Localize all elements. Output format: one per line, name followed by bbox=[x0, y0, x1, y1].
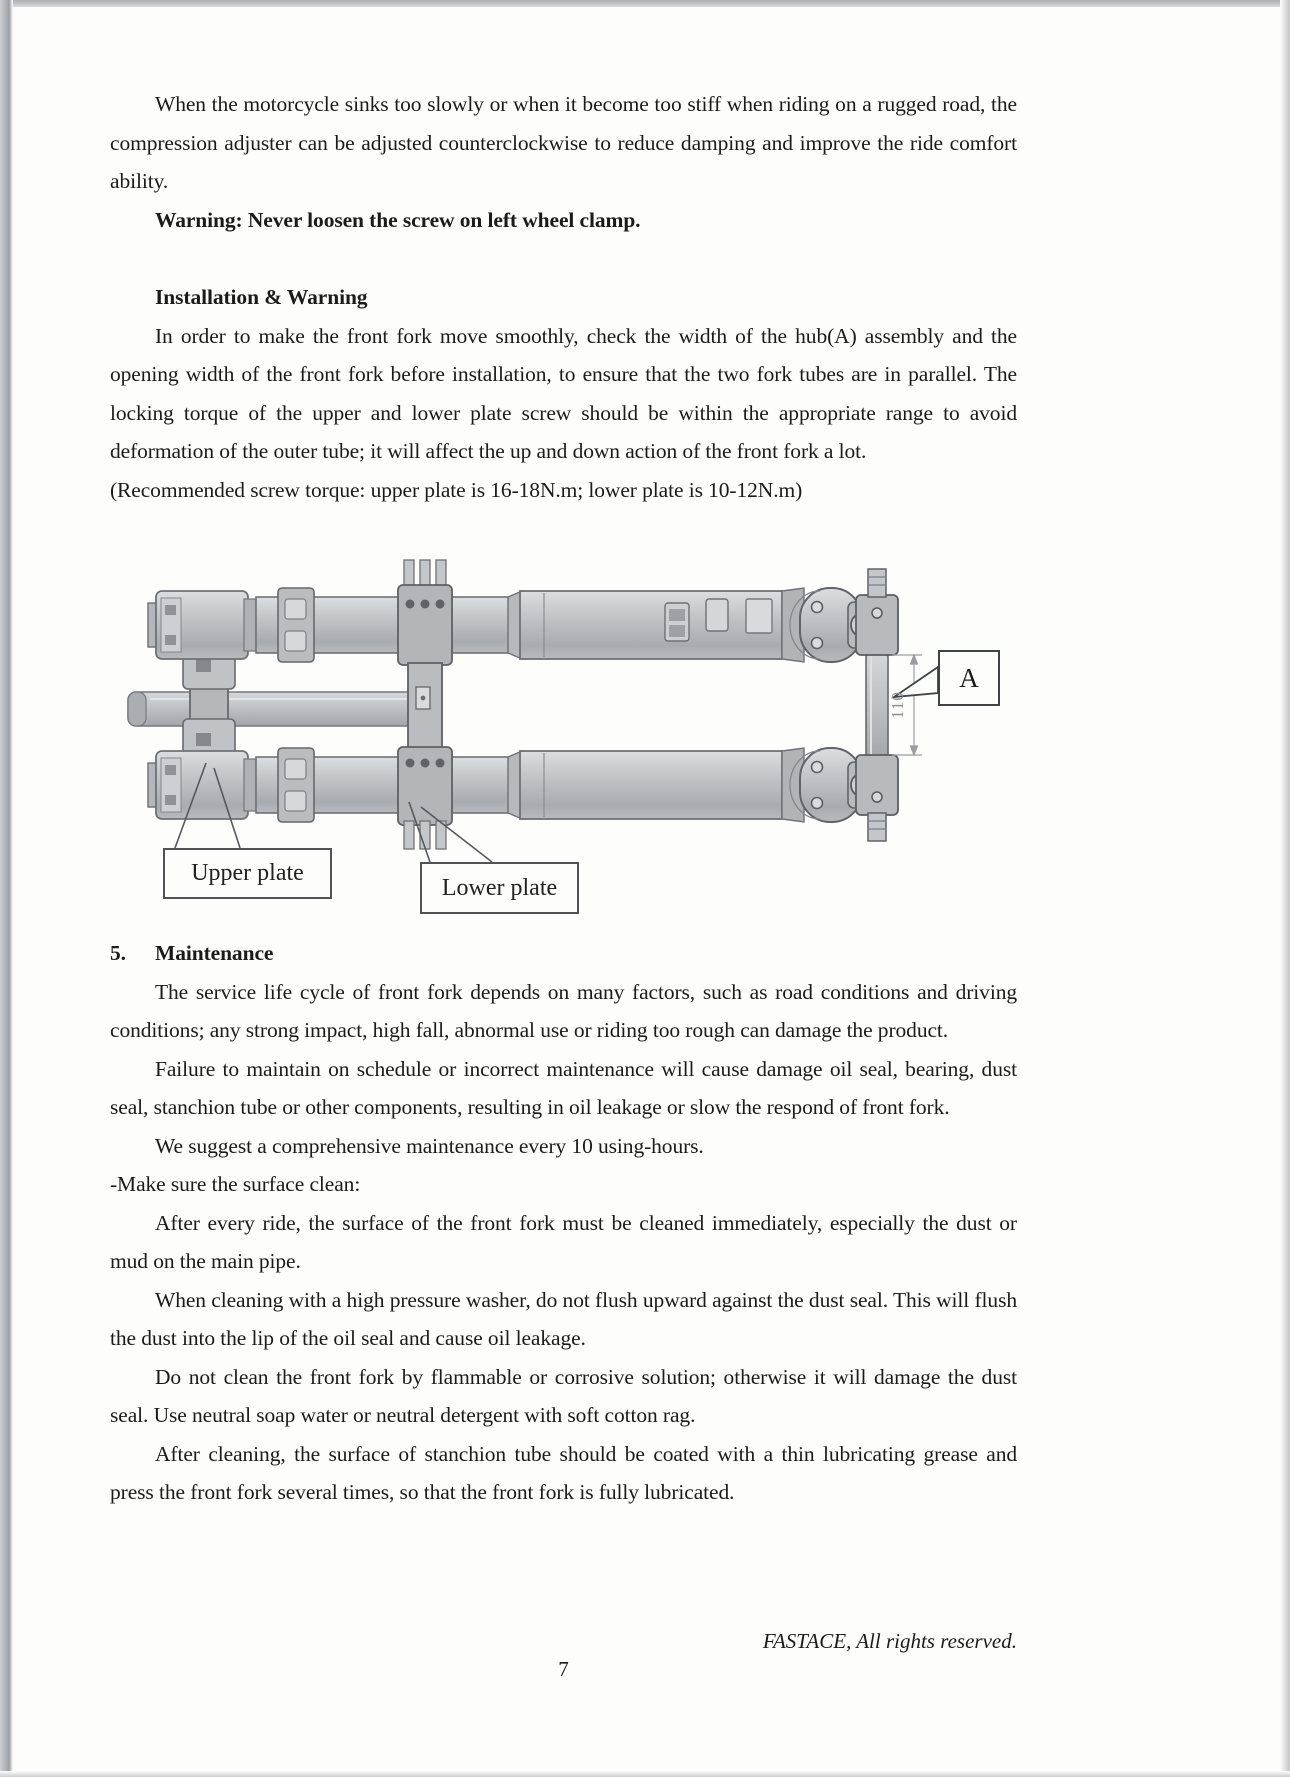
maintenance-paragraph: After cleaning, the surface of stanchion tube should be coated with a thin lubricating grease and press the front fork several times, so that the front fork is fully lubricated. bbox=[110, 1441, 1017, 1504]
maintenance-paragraph: Failure to maintain on schedule or incorrect maintenance will cause damage oil seal, bearing, dust seal, stanchion tube or other components, resulting in oil leakage or slow the respond of front fork. bbox=[110, 1056, 1017, 1119]
maintenance-paragraph: Do not clean the front fork by flammable or corrosive solution; otherwise it will damage the dust seal. Use neutral soap water or neutral detergent with soft cotton rag. bbox=[110, 1364, 1017, 1427]
footer-copyright: FASTACE, All rights reserved. bbox=[762, 1629, 1017, 1653]
page-edge-bottom bbox=[0, 1771, 1290, 1777]
section-number: 5. bbox=[110, 941, 126, 965]
maintenance-paragraph: -Make sure the surface clean: bbox=[110, 1172, 361, 1196]
intro-section bbox=[110, 85, 1017, 239]
maintenance-paragraph: When cleaning with a high pressure washer, do not flush upward against the dust seal. This will flush the dust into the lip of the oil seal and cause oil leakage. bbox=[110, 1287, 1017, 1350]
section-title: Maintenance bbox=[155, 941, 274, 965]
upper-plate-clamp bbox=[183, 649, 235, 759]
page-edge-left bbox=[0, 0, 13, 1777]
maintenance-section-heading bbox=[110, 934, 1017, 973]
page-number: 7 bbox=[558, 1657, 569, 1681]
lower-plate-label: Lower plate bbox=[420, 862, 579, 914]
warning-note: Warning: Never loosen the screw on left wheel clamp. bbox=[155, 207, 641, 232]
bottom-fork-leg bbox=[148, 748, 878, 822]
dimension-110-label: 110 bbox=[888, 691, 907, 719]
maintenance-section bbox=[110, 934, 1017, 1512]
maintenance-paragraph: After every ride, the surface of the front fork must be cleaned immediately, especially the dust or mud on the main pipe. bbox=[110, 1210, 1017, 1273]
maintenance-paragraph: We suggest a comprehensive maintenance every 10 using-hours. bbox=[155, 1133, 704, 1158]
torque-note: (Recommended screw torque: upper plate is 16-18N.m; lower plate is 10-12N.m) bbox=[110, 477, 803, 502]
callout-a-box: A bbox=[938, 650, 1000, 706]
installation-section bbox=[110, 278, 1017, 509]
installation-paragraph: In order to make the front fork move smoothly, check the width of the hub(A) assembly and the opening width of the front fork before installation, to ensure that the two fork tubes are in parallel. The locking torque of the upper and lower plate screw should be within the appropriate range to avoid deformation of the outer tube; it will affect the up and down action of the front fork a lot. bbox=[110, 323, 1017, 463]
page-edge-top bbox=[0, 0, 1290, 7]
page-edge-right bbox=[1280, 0, 1290, 1777]
intro-paragraph: When the motorcycle sinks too slowly or when it become too stiff when riding on a rugged road, the compression adjuster can be adjusted counterclockwise to reduce damping and improve the ride comfort ability. bbox=[110, 92, 1017, 193]
upper-plate-label: Upper plate bbox=[163, 848, 332, 899]
front-axle bbox=[128, 692, 416, 726]
front-fork-diagram bbox=[120, 555, 1020, 927]
maintenance-paragraph: The service life cycle of front fork depends on many factors, such as road conditions and driving conditions; any strong impact, high fall, abnormal use or riding too rough can damage the product. bbox=[110, 979, 1017, 1042]
installation-heading: Installation & Warning bbox=[155, 285, 368, 309]
